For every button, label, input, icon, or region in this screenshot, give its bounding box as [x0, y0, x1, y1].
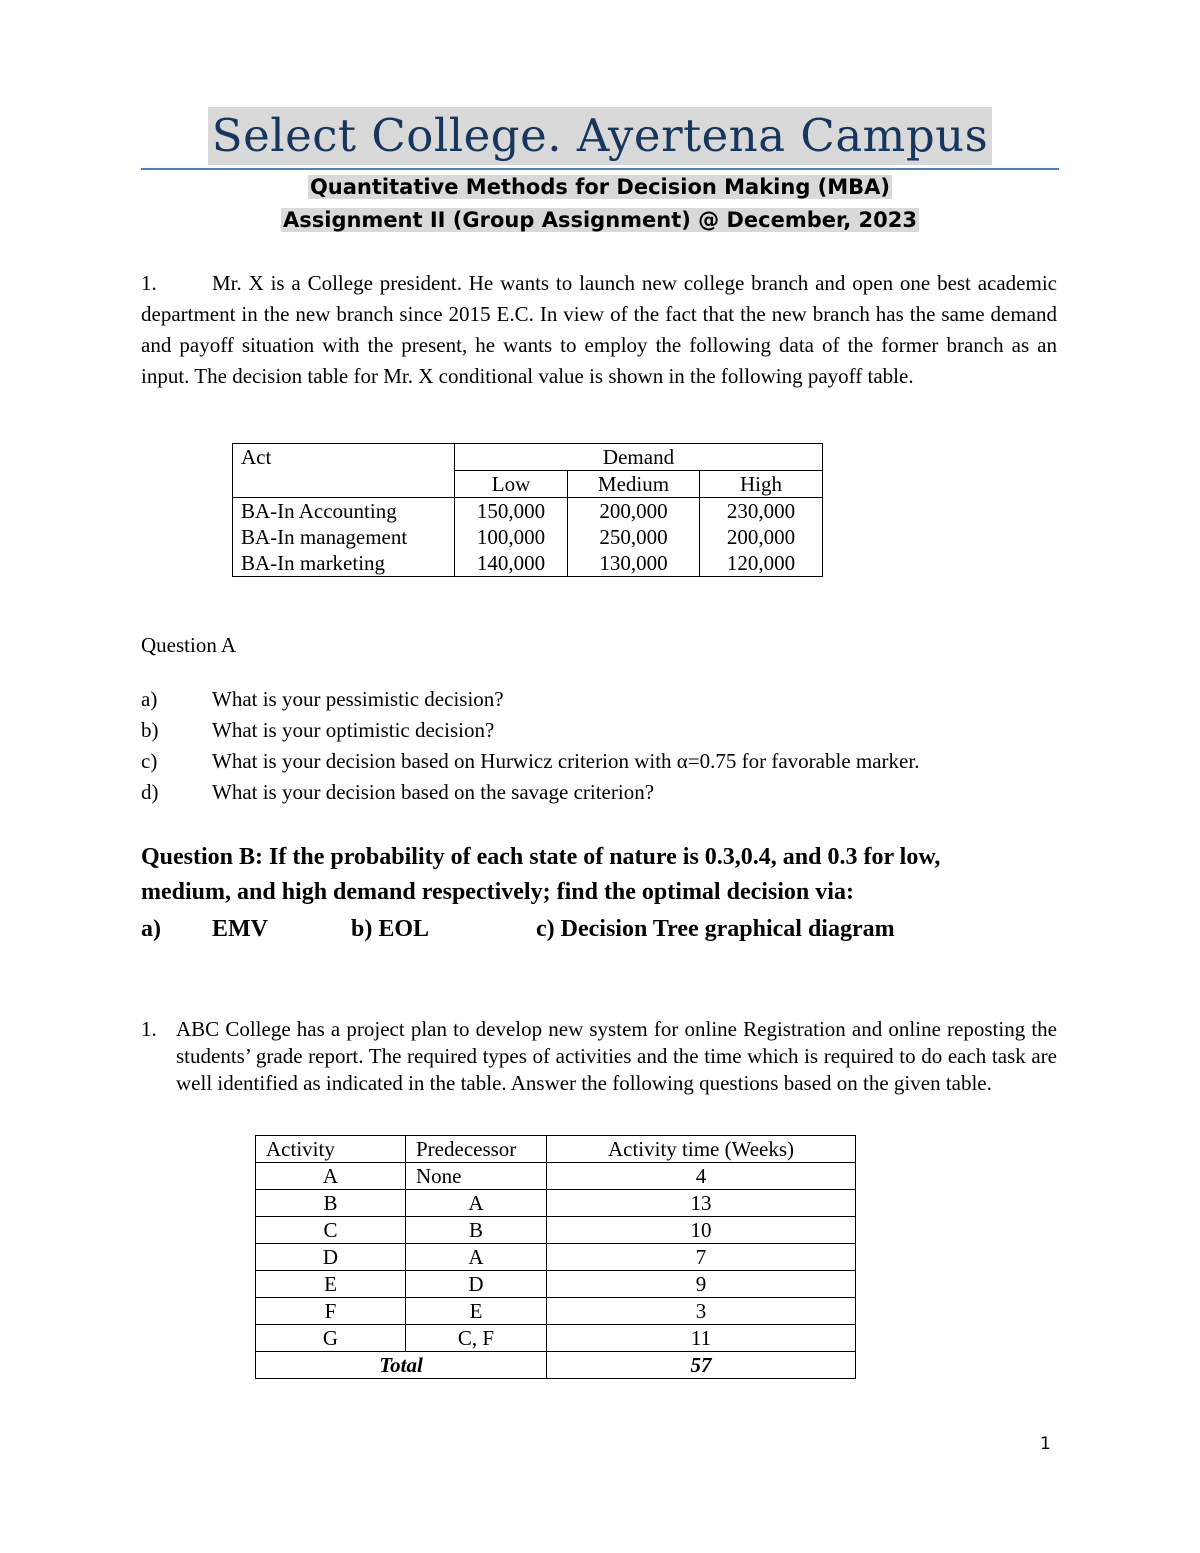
question-a-item: b) What is your optimistic decision?	[141, 718, 495, 742]
value-cell: 200,000	[700, 524, 823, 550]
question-b-line-2: medium, and high demand respectively; find the optimal decision via:	[141, 879, 854, 905]
act-cell: BA-In management	[233, 524, 455, 550]
question-2-number: 1.	[141, 1017, 157, 1041]
value-cell: 100,000	[455, 524, 568, 550]
value-cell: 230,000	[700, 498, 823, 525]
value-cell: 150,000	[455, 498, 568, 525]
col-low: Low	[455, 471, 568, 498]
question-1-text: Mr. X is a College president. He wants to launch new college branch and open one best academic department in the new branch since 2015 E.C. In view of the fact that the new branch has the same demand and payoff situation with the present, he wants to employ the following data of the former branch as an input. The decision table for Mr. X conditional value is shown in the following payoff table.	[141, 271, 1057, 388]
question-b-line-1: Question B: If the probability of each state of nature is 0.3,0.4, and 0.3 for low,	[141, 844, 941, 870]
question-1-number: 1.	[141, 271, 157, 295]
header-activity: Activity	[256, 1136, 406, 1163]
header-activity-time: Activity time (Weeks)	[547, 1136, 856, 1163]
table-row	[233, 498, 823, 525]
activity-table	[255, 1135, 856, 1379]
question-a-item: d) What is your decision based on the savage criterion?	[141, 780, 655, 804]
col-high: High	[700, 471, 823, 498]
question-a-item: c) What is your decision based on Hurwicz criterion with α=0.75 for favorable marker.	[141, 749, 920, 773]
value-cell: 250,000	[568, 524, 700, 550]
total-label: Total	[256, 1352, 547, 1379]
page-number: 1	[1040, 1434, 1051, 1454]
assignment-title: Assignment II (Group Assignment) @ December, 2023	[283, 208, 917, 232]
table-row: E D 9	[256, 1271, 856, 1298]
act-header-spacer	[233, 471, 455, 498]
header-predecessor: Predecessor	[406, 1136, 547, 1163]
value-cell: 140,000	[455, 550, 568, 577]
question-1-paragraph	[141, 268, 1057, 392]
table-row: B A 13	[256, 1190, 856, 1217]
act-cell: BA-In marketing	[233, 550, 455, 577]
table-row: D A 7	[256, 1244, 856, 1271]
act-header: Act	[233, 444, 455, 471]
option-a-letter: a)	[141, 916, 161, 942]
table-row	[233, 524, 823, 550]
question-a-label: Question A	[141, 633, 237, 657]
value-cell: 120,000	[700, 550, 823, 577]
page-title: Select College. Ayertena Campus	[208, 107, 992, 165]
table-row	[233, 550, 823, 577]
course-title: Quantitative Methods for Decision Making (MBA)	[309, 175, 891, 199]
table-row: F E 3	[256, 1298, 856, 1325]
payoff-table	[232, 443, 823, 577]
table-row: G C, F 11	[256, 1325, 856, 1352]
value-cell: 130,000	[568, 550, 700, 577]
question-a-item: a) What is your pessimistic decision?	[141, 687, 504, 711]
total-value: 57	[547, 1352, 856, 1379]
col-medium: Medium	[568, 471, 700, 498]
table-row: C B 10	[256, 1217, 856, 1244]
value-cell: 200,000	[568, 498, 700, 525]
title-block	[141, 104, 1059, 170]
option-emv: EMV	[212, 916, 268, 942]
table-row: A None 4	[256, 1163, 856, 1190]
question-2-text: ABC College has a project plan to develop new system for online Registration and online reposting the students’ grade report. The required types of activities and the time which is required to do each task are well identified as indicated in the table. Answer the following questions based on the given table.	[176, 1017, 1057, 1095]
demand-header: Demand	[455, 444, 823, 471]
option-eol: b) EOL	[351, 916, 430, 942]
table-total-row	[256, 1352, 856, 1379]
table-header-row	[256, 1136, 856, 1163]
option-decision-tree: c) Decision Tree graphical diagram	[536, 916, 895, 942]
act-cell: BA-In Accounting	[233, 498, 455, 525]
